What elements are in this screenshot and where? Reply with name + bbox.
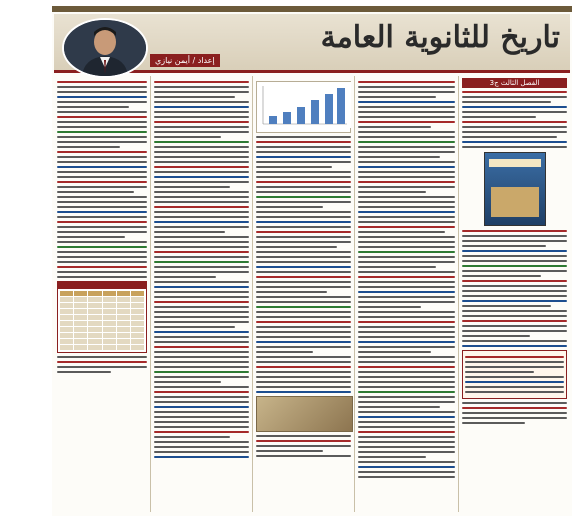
column-1-text-2 [462, 230, 567, 347]
column-1-text [462, 91, 567, 148]
column-2-text [358, 81, 455, 478]
top-strip [52, 6, 572, 12]
book-cover-image [484, 152, 546, 226]
column-5-text [57, 81, 147, 278]
column-3 [252, 76, 354, 512]
page-title: تاريخ للثانوية العامة [320, 20, 560, 55]
newspaper-page [52, 6, 572, 516]
article-columns [54, 76, 570, 512]
column-1 [458, 76, 570, 512]
column-3-text [256, 136, 351, 393]
page-header [54, 14, 570, 73]
column-4 [150, 76, 252, 512]
column-5 [54, 76, 150, 512]
author-photo [62, 18, 148, 78]
column-1-box [462, 350, 567, 399]
column-2 [354, 76, 458, 512]
column-4-text [154, 81, 249, 458]
column-1-title: الفصل الثالث ج3 [462, 78, 567, 88]
bar-chart-image [256, 81, 351, 133]
article-photo [256, 396, 353, 432]
author-byline: إعداد / أيمن نيازي [150, 54, 220, 67]
data-table-image [57, 281, 147, 353]
